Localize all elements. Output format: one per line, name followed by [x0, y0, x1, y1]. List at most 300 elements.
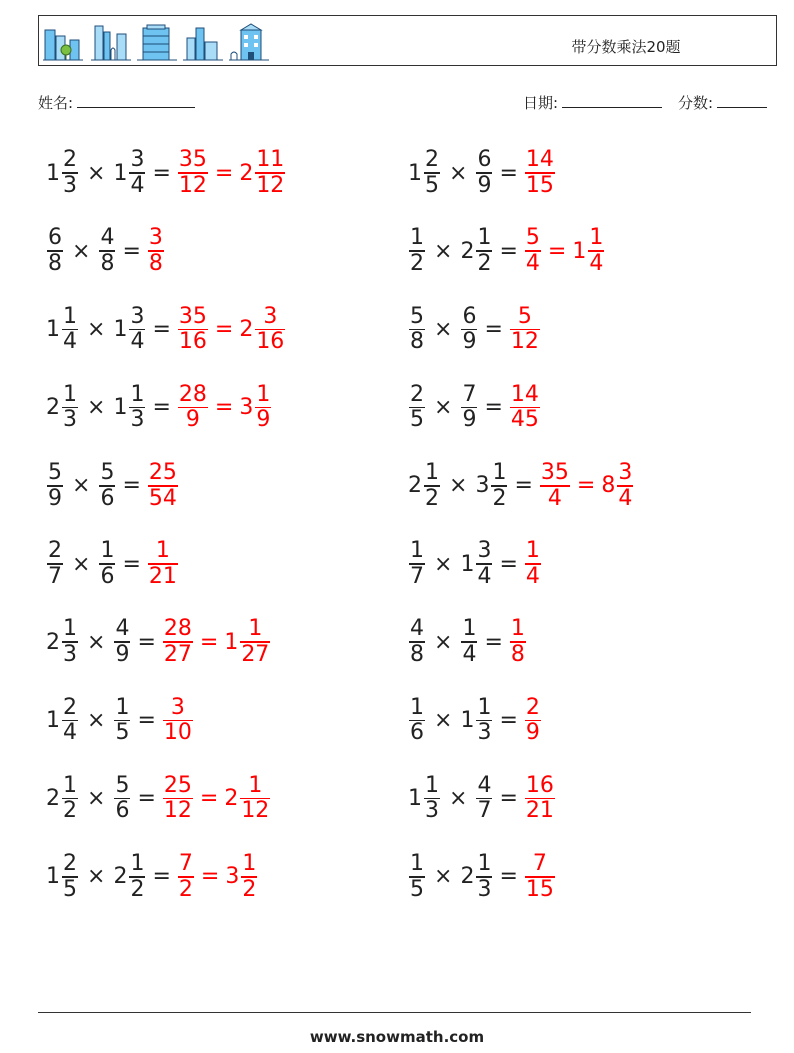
fraction: [461, 305, 477, 355]
equals-sign: =: [152, 395, 171, 421]
whole-number: 3: [225, 864, 240, 890]
answer: [524, 226, 605, 276]
denominator: 8: [510, 641, 525, 667]
numerator: 1: [410, 851, 424, 877]
answer: [539, 461, 634, 511]
times-sign: ×: [87, 707, 106, 733]
denominator: 2: [178, 876, 193, 902]
answer-improper: [525, 852, 555, 902]
answer-improper: [510, 305, 540, 355]
denominator: 2: [242, 876, 257, 902]
equals-sign: =: [499, 864, 518, 890]
equals-sign: =: [499, 160, 518, 186]
times-sign: ×: [434, 395, 453, 421]
times-sign: ×: [449, 473, 468, 499]
numerator: 1: [525, 538, 540, 564]
fraction: [409, 226, 425, 276]
fraction: [62, 383, 78, 433]
fraction: [62, 305, 78, 355]
answer-equals-sign: =: [214, 395, 234, 421]
numerator: 1: [115, 694, 130, 720]
denominator: 2: [63, 798, 77, 824]
numerator: 1: [410, 538, 424, 564]
denominator: 2: [130, 876, 145, 902]
problem-18: [408, 769, 556, 829]
fraction: [241, 852, 257, 902]
fraction: [409, 539, 425, 589]
fraction: [476, 226, 492, 276]
whole-number: 2: [460, 238, 475, 264]
problem-5: [46, 299, 286, 359]
answer-improper: [510, 383, 540, 433]
answer-improper: [178, 852, 194, 902]
operand-b: [460, 226, 493, 276]
score-blank: [717, 93, 767, 108]
fraction: [129, 852, 145, 902]
denominator: 9: [185, 407, 200, 433]
operand-b: [113, 696, 131, 746]
answer-mixed: [224, 617, 271, 667]
denominator: 8: [100, 250, 115, 276]
whole-number: 2: [460, 864, 475, 890]
whole-number: 2: [46, 629, 60, 655]
problem-3: [46, 221, 165, 281]
whole-number: 2: [239, 316, 254, 342]
numerator: 4: [100, 225, 115, 251]
problem-15: [46, 690, 194, 750]
denominator: 12: [178, 172, 207, 198]
numerator: 1: [589, 225, 604, 251]
denominator: 9: [462, 329, 477, 355]
numerator: 1: [477, 225, 492, 251]
denominator: 10: [163, 720, 192, 746]
operand-b: [460, 617, 478, 667]
whole-number: 1: [113, 316, 128, 342]
operand-a: [46, 148, 79, 198]
fraction: [255, 305, 285, 355]
header-box: [38, 15, 777, 66]
numerator: 2: [63, 851, 77, 877]
denominator: 8: [410, 641, 424, 667]
numerator: 3: [148, 225, 163, 251]
denominator: 3: [63, 641, 77, 667]
equals-sign: =: [499, 707, 518, 733]
denominator: 9: [525, 720, 540, 746]
operand-b: [113, 305, 146, 355]
denominator: 16: [256, 329, 285, 355]
buildings-icon-5: [229, 22, 269, 62]
answer-mixed: [601, 461, 634, 511]
problem-6: [408, 299, 541, 359]
answer-mixed: [225, 852, 258, 902]
denominator: 2: [492, 485, 507, 511]
operand-a: [46, 461, 64, 511]
name-field: [38, 92, 195, 113]
problem-16: [408, 690, 542, 750]
denominator: 5: [425, 172, 439, 198]
numerator: 5: [115, 772, 130, 798]
numerator: 1: [63, 303, 77, 329]
equals-sign: =: [122, 551, 141, 577]
operand-a: [46, 539, 64, 589]
fraction: [461, 617, 477, 667]
numerator: 6: [462, 303, 477, 329]
numerator: 2: [410, 381, 424, 407]
problem-17: [46, 769, 271, 829]
fraction: [476, 148, 492, 198]
answer: [177, 383, 272, 433]
denominator: 2: [477, 250, 492, 276]
operand-b: [460, 305, 478, 355]
whole-number: 1: [460, 551, 475, 577]
operand-a: [46, 383, 79, 433]
operand-a: [408, 696, 426, 746]
denominator: 12: [241, 798, 270, 824]
fraction: [409, 383, 425, 433]
times-sign: ×: [434, 238, 453, 264]
answer: [524, 539, 542, 589]
equals-sign: =: [152, 316, 171, 342]
problem-12: [408, 534, 542, 594]
numerator: 25: [148, 460, 177, 486]
times-sign: ×: [434, 629, 453, 655]
operand-a: [408, 305, 426, 355]
numerator: 35: [540, 460, 569, 486]
fraction: [62, 774, 78, 824]
numerator: 5: [517, 303, 532, 329]
denominator: 7: [410, 563, 424, 589]
operand-b: [98, 461, 116, 511]
operand-b: [98, 539, 116, 589]
numerator: 3: [170, 694, 185, 720]
numerator: 1: [492, 460, 507, 486]
score-label: 分数:: [678, 94, 714, 112]
answer-improper: [148, 461, 178, 511]
fraction: [240, 774, 270, 824]
problem-8: [408, 378, 541, 438]
answer-improper: [178, 383, 208, 433]
fraction: [99, 461, 115, 511]
denominator: 9: [462, 407, 477, 433]
problem-4: [408, 221, 605, 281]
numerator: 16: [525, 772, 554, 798]
numerator: 1: [425, 460, 439, 486]
whole-number: 1: [572, 238, 587, 264]
answer: [509, 383, 541, 433]
denominator: 7: [48, 563, 62, 589]
times-sign: ×: [449, 160, 468, 186]
answer: [177, 148, 286, 198]
denominator: 21: [525, 798, 554, 824]
whole-number: 1: [46, 160, 60, 186]
footer-url: www.snowmath.com: [309, 1028, 485, 1046]
answer-mixed: [239, 148, 286, 198]
numerator: 5: [48, 460, 62, 486]
whole-number: 1: [408, 160, 422, 186]
fraction: [255, 383, 271, 433]
answer-mixed: [572, 226, 605, 276]
numerator: 1: [248, 772, 263, 798]
numerator: 2: [48, 538, 62, 564]
denominator: 4: [525, 250, 540, 276]
fraction: [409, 852, 425, 902]
operand-b: [475, 461, 508, 511]
denominator: 5: [410, 407, 424, 433]
equals-sign: =: [514, 473, 533, 499]
denominator: 9: [115, 641, 130, 667]
answer-improper: [178, 305, 208, 355]
fraction: [240, 617, 270, 667]
equals-sign: =: [499, 551, 518, 577]
times-sign: ×: [434, 707, 453, 733]
answer: [162, 696, 194, 746]
equals-sign: =: [137, 707, 156, 733]
whole-number: 2: [239, 160, 254, 186]
denominator: 12: [163, 798, 192, 824]
answer-equals-sign: =: [200, 864, 220, 890]
answer: [524, 852, 556, 902]
denominator: 45: [510, 407, 539, 433]
operand-a: [46, 774, 79, 824]
answer: [177, 852, 258, 902]
whole-number: 1: [113, 160, 128, 186]
fraction: [424, 148, 440, 198]
whole-number: 2: [224, 786, 239, 812]
times-sign: ×: [434, 316, 453, 342]
fraction: [47, 226, 63, 276]
numerator: 28: [163, 616, 192, 642]
denominator: 54: [148, 485, 177, 511]
answer-improper: [510, 617, 526, 667]
denominator: 4: [462, 641, 477, 667]
whole-number: 2: [113, 864, 128, 890]
problem-14: [408, 612, 527, 672]
fraction: [255, 148, 285, 198]
problem-20: [408, 847, 556, 907]
operand-a: [408, 774, 441, 824]
problem-19: [46, 847, 258, 907]
times-sign: ×: [72, 473, 91, 499]
fraction: [114, 696, 130, 746]
answer-improper: [148, 226, 164, 276]
answer: [147, 226, 165, 276]
fraction: [62, 148, 78, 198]
times-sign: ×: [87, 160, 106, 186]
buildings-icon-1: [43, 22, 83, 62]
denominator: 6: [410, 720, 424, 746]
whole-number: 1: [46, 316, 60, 342]
numerator: 1: [130, 381, 145, 407]
numerator: 6: [477, 147, 492, 173]
operand-b: [113, 774, 131, 824]
answer-improper: [163, 774, 193, 824]
numerator: 7: [532, 851, 547, 877]
denominator: 3: [477, 720, 492, 746]
equals-sign: =: [484, 395, 503, 421]
problem-2: [408, 143, 556, 203]
answer-improper: [148, 539, 178, 589]
fraction: [62, 617, 78, 667]
answer-mixed: [224, 774, 271, 824]
whole-number: 1: [46, 707, 60, 733]
operand-a: [408, 226, 426, 276]
operand-b: [460, 539, 493, 589]
fraction: [409, 617, 425, 667]
buildings-icon-4: [183, 22, 223, 62]
denominator: 6: [100, 563, 115, 589]
numerator: 3: [130, 147, 145, 173]
whole-number: 1: [224, 629, 239, 655]
fraction: [62, 852, 78, 902]
answer: [509, 305, 541, 355]
equals-sign: =: [137, 629, 156, 655]
numerator: 2: [63, 147, 77, 173]
whole-number: 1: [46, 864, 60, 890]
denominator: 12: [510, 329, 539, 355]
numerator: 4: [115, 616, 130, 642]
operand-b: [460, 696, 493, 746]
operand-b: [113, 852, 146, 902]
denominator: 5: [115, 720, 130, 746]
denominator: 7: [477, 798, 492, 824]
problem-13: [46, 612, 271, 672]
denominator: 4: [63, 329, 77, 355]
operand-a: [408, 539, 426, 589]
denominator: 4: [477, 563, 492, 589]
fraction: [476, 696, 492, 746]
numerator: 11: [256, 147, 285, 173]
answer-improper: [525, 148, 555, 198]
whole-number: 2: [46, 786, 60, 812]
denominator: 4: [130, 172, 145, 198]
numerator: 1: [462, 616, 477, 642]
denominator: 27: [163, 641, 192, 667]
answer-equals-sign: =: [547, 238, 567, 264]
denominator: 27: [241, 641, 270, 667]
numerator: 4: [477, 772, 492, 798]
denominator: 15: [525, 172, 554, 198]
operand-a: [408, 852, 426, 902]
problem-10: [408, 456, 634, 516]
numerator: 4: [410, 616, 424, 642]
numerator: 1: [100, 538, 115, 564]
score-field: [678, 92, 767, 113]
answer: [524, 774, 556, 824]
problem-7: [46, 378, 272, 438]
fraction: [99, 539, 115, 589]
numerator: 5: [100, 460, 115, 486]
operand-a: [46, 852, 79, 902]
times-sign: ×: [87, 395, 106, 421]
denominator: 3: [477, 876, 492, 902]
times-sign: ×: [434, 551, 453, 577]
denominator: 3: [63, 407, 77, 433]
operand-a: [46, 617, 79, 667]
whole-number: 2: [408, 473, 422, 499]
numerator: 35: [178, 147, 207, 173]
numerator: 1: [242, 851, 257, 877]
fraction: [491, 461, 507, 511]
numerator: 1: [410, 694, 424, 720]
numerator: 3: [130, 303, 145, 329]
answer-equals-sign: =: [214, 316, 234, 342]
times-sign: ×: [72, 238, 91, 264]
answer: [162, 617, 271, 667]
date-label: 日期:: [523, 94, 559, 112]
numerator: 14: [510, 381, 539, 407]
denominator: 4: [618, 485, 633, 511]
denominator: 15: [525, 876, 554, 902]
answer-equals-sign: =: [576, 473, 596, 499]
operand-b: [113, 148, 146, 198]
denominator: 2: [410, 250, 424, 276]
numerator: 1: [248, 616, 263, 642]
answer: [177, 305, 286, 355]
equals-sign: =: [122, 238, 141, 264]
times-sign: ×: [72, 551, 91, 577]
fraction: [129, 383, 145, 433]
operand-a: [408, 383, 426, 433]
numerator: 7: [462, 381, 477, 407]
numerator: 28: [178, 381, 207, 407]
numerator: 14: [525, 147, 554, 173]
numerator: 1: [425, 772, 439, 798]
buildings-icon-2: [91, 22, 131, 62]
answer: [524, 148, 556, 198]
times-sign: ×: [434, 864, 453, 890]
operand-b: [98, 226, 116, 276]
whole-number: 3: [475, 473, 490, 499]
numerator: 3: [263, 303, 278, 329]
whole-number: 1: [113, 395, 128, 421]
numerator: 2: [425, 147, 439, 173]
fraction: [114, 617, 130, 667]
name-blank: [77, 93, 195, 108]
times-sign: ×: [87, 786, 106, 812]
fraction: [99, 226, 115, 276]
fraction: [617, 461, 633, 511]
numerator: 3: [618, 460, 633, 486]
answer: [147, 461, 179, 511]
fraction: [424, 774, 440, 824]
numerator: 1: [410, 225, 424, 251]
numerator: 1: [130, 851, 145, 877]
fraction: [461, 383, 477, 433]
equals-sign: =: [484, 629, 503, 655]
date-blank: [562, 93, 662, 108]
times-sign: ×: [87, 316, 106, 342]
numerator: 1: [63, 616, 77, 642]
operand-b: [113, 617, 131, 667]
buildings-icon-3: [137, 22, 177, 62]
numerator: 7: [178, 851, 193, 877]
numerator: 1: [63, 772, 77, 798]
whole-number: 8: [601, 473, 616, 499]
denominator: 5: [410, 876, 424, 902]
denominator: 4: [63, 720, 77, 746]
denominator: 3: [63, 172, 77, 198]
numerator: 2: [63, 694, 77, 720]
answer: [524, 696, 542, 746]
denominator: 3: [130, 407, 145, 433]
numerator: 1: [477, 851, 492, 877]
answer-improper: [163, 617, 193, 667]
equals-sign: =: [499, 786, 518, 812]
fraction: [62, 696, 78, 746]
answer-mixed: [239, 383, 272, 433]
answer-improper: [525, 226, 541, 276]
times-sign: ×: [87, 864, 106, 890]
